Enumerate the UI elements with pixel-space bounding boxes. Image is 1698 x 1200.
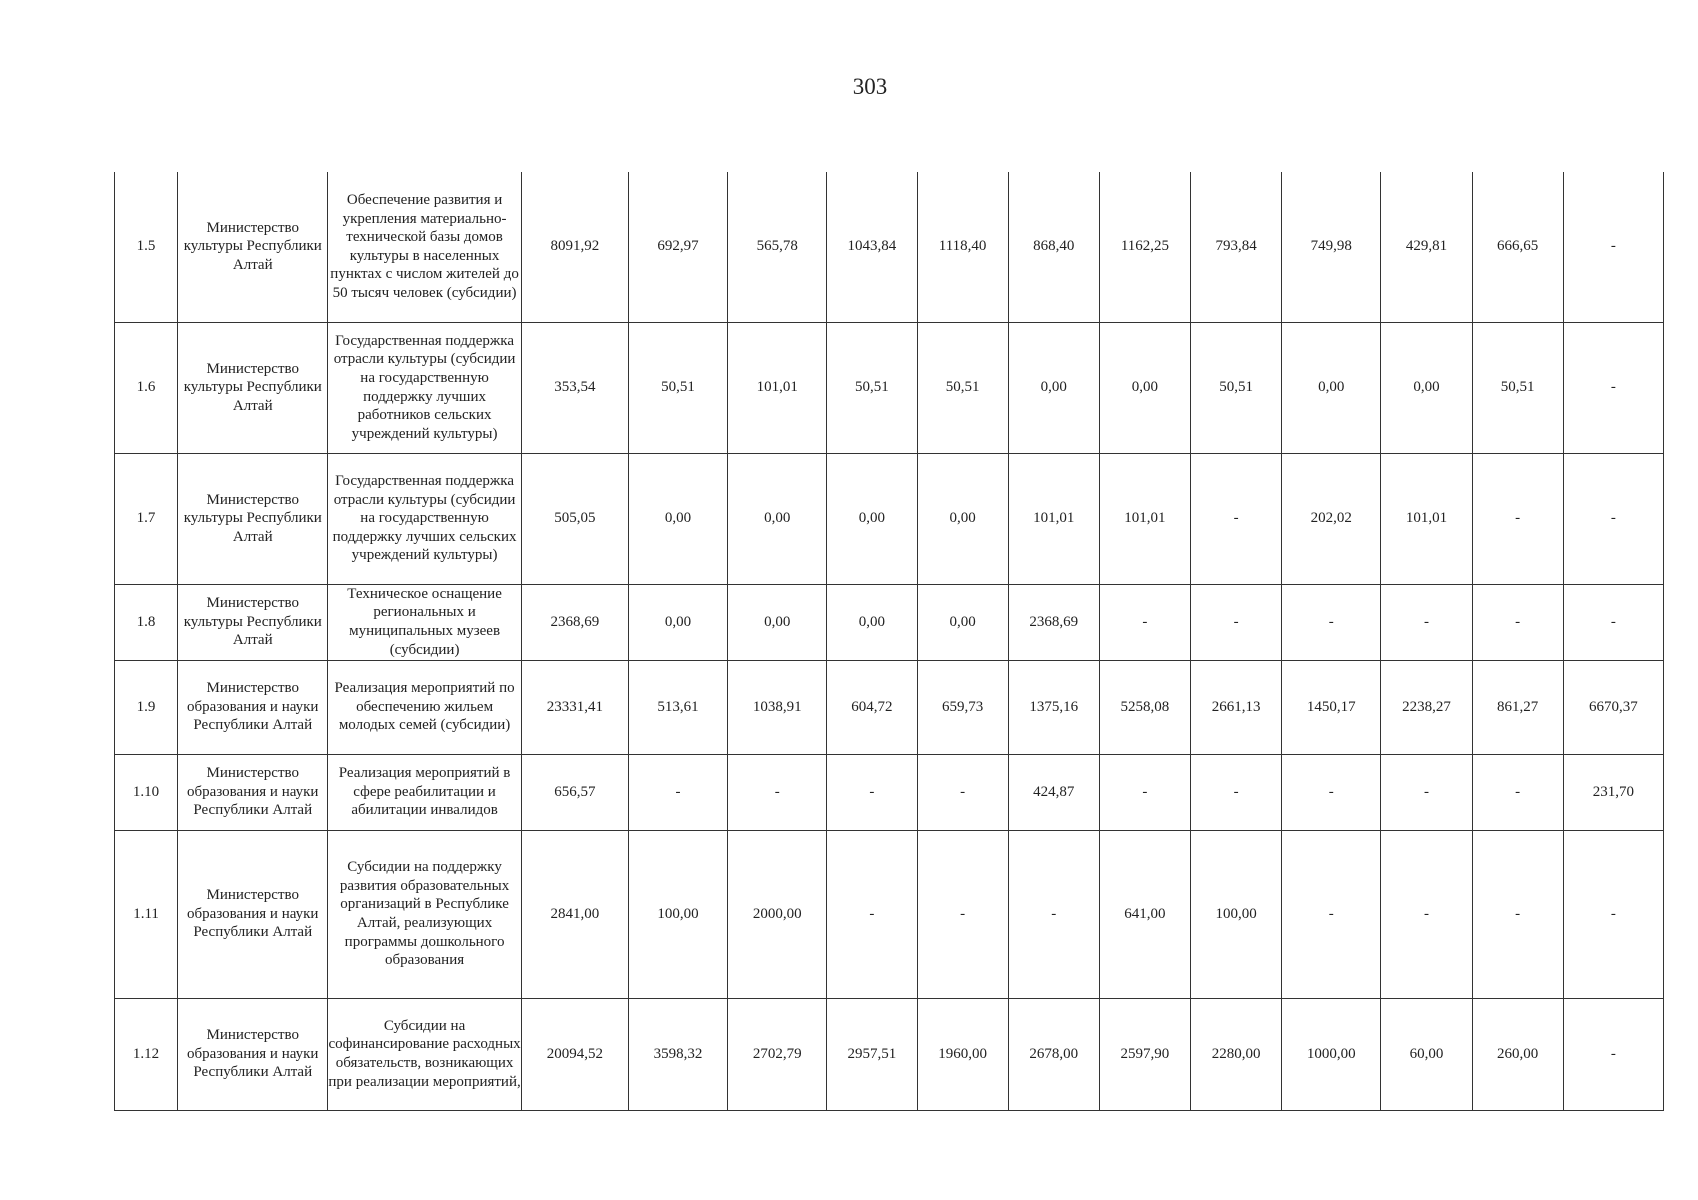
- row-number-cell: 1.8: [115, 584, 178, 660]
- table-body: [115, 172, 1664, 1110]
- amount-cell: -: [827, 830, 917, 998]
- row-number-cell: 1.7: [115, 453, 178, 584]
- amount-cell: 260,00: [1472, 998, 1563, 1110]
- amount-cell: 2368,69: [1008, 584, 1099, 660]
- table-row: [115, 584, 1664, 660]
- total-value-cell: 23331,41: [521, 660, 628, 754]
- amount-cell: -: [1191, 754, 1282, 830]
- row-number-cell: 1.9: [115, 660, 178, 754]
- amount-cell: 424,87: [1008, 754, 1099, 830]
- amount-cell: -: [628, 754, 727, 830]
- amount-cell: -: [1381, 584, 1472, 660]
- table-row: [115, 830, 1664, 998]
- amount-cell: 0,00: [628, 584, 727, 660]
- amount-cell: 50,51: [917, 322, 1008, 453]
- table-row: [115, 998, 1664, 1110]
- amount-cell: 101,01: [1008, 453, 1099, 584]
- amount-cell: -: [827, 754, 917, 830]
- amount-cell: 1375,16: [1008, 660, 1099, 754]
- description-cell: Техническое оснащение региональных и муниципальных музеев (субсидии): [328, 584, 521, 660]
- total-value-cell: 2368,69: [521, 584, 628, 660]
- page-number: 303: [852, 74, 888, 99]
- amount-cell: 1960,00: [917, 998, 1008, 1110]
- total-value-cell: 2841,00: [521, 830, 628, 998]
- description-cell: Обеспечение развития и укрепления материально-технической базы домов культуры в населенных пунктах с числом жителей до 50 тысяч человек (субсидии): [328, 172, 521, 322]
- amount-cell: 868,40: [1008, 172, 1099, 322]
- total-value-cell: 656,57: [521, 754, 628, 830]
- organization-cell: Министерство образования и науки Республики Алтай: [178, 830, 328, 998]
- organization-cell: Министерство культуры Республики Алтай: [178, 172, 328, 322]
- amount-cell: 0,00: [917, 584, 1008, 660]
- amount-cell: 2000,00: [728, 830, 827, 998]
- amount-cell: -: [1472, 453, 1563, 584]
- amount-cell: -: [1563, 830, 1663, 998]
- amount-cell: 659,73: [917, 660, 1008, 754]
- amount-cell: 2678,00: [1008, 998, 1099, 1110]
- amount-cell: 101,01: [728, 322, 827, 453]
- amount-cell: 0,00: [1282, 322, 1381, 453]
- amount-cell: 2280,00: [1191, 998, 1282, 1110]
- amount-cell: 50,51: [628, 322, 727, 453]
- amount-cell: 1162,25: [1099, 172, 1190, 322]
- description-cell: Субсидии на софинансирование расходных обязательств, возникающих при реализации мероприятий,: [328, 998, 521, 1110]
- amount-cell: 749,98: [1282, 172, 1381, 322]
- description-cell: Государственная поддержка отрасли культуры (субсидии на государственную поддержку лучших сельских учреждений культуры): [328, 453, 521, 584]
- amount-cell: 0,00: [827, 453, 917, 584]
- amount-cell: 0,00: [917, 453, 1008, 584]
- amount-cell: 2702,79: [728, 998, 827, 1110]
- amount-cell: 0,00: [827, 584, 917, 660]
- table-row: [115, 660, 1664, 754]
- amount-cell: 100,00: [628, 830, 727, 998]
- organization-cell: Министерство культуры Республики Алтай: [178, 453, 328, 584]
- amount-cell: 513,61: [628, 660, 727, 754]
- amount-cell: 0,00: [1099, 322, 1190, 453]
- budget-table: [114, 172, 1664, 1111]
- amount-cell: -: [1282, 584, 1381, 660]
- amount-cell: -: [1191, 584, 1282, 660]
- amount-cell: 861,27: [1472, 660, 1563, 754]
- amount-cell: -: [1472, 584, 1563, 660]
- organization-cell: Министерство образования и науки Республики Алтай: [178, 660, 328, 754]
- amount-cell: -: [1191, 453, 1282, 584]
- amount-cell: 0,00: [728, 453, 827, 584]
- organization-cell: Министерство культуры Республики Алтай: [178, 322, 328, 453]
- row-number-cell: 1.11: [115, 830, 178, 998]
- row-number-cell: 1.12: [115, 998, 178, 1110]
- description-cell: Реализация мероприятий в сфере реабилитации и абилитации инвалидов: [328, 754, 521, 830]
- amount-cell: 50,51: [1472, 322, 1563, 453]
- amount-cell: 50,51: [827, 322, 917, 453]
- amount-cell: -: [728, 754, 827, 830]
- amount-cell: 1118,40: [917, 172, 1008, 322]
- amount-cell: 6670,37: [1563, 660, 1663, 754]
- amount-cell: -: [1008, 830, 1099, 998]
- amount-cell: 429,81: [1381, 172, 1472, 322]
- amount-cell: 565,78: [728, 172, 827, 322]
- amount-cell: -: [1099, 584, 1190, 660]
- amount-cell: -: [1472, 754, 1563, 830]
- amount-cell: -: [1282, 830, 1381, 998]
- amount-cell: -: [1563, 322, 1663, 453]
- row-number-cell: 1.5: [115, 172, 178, 322]
- amount-cell: 1450,17: [1282, 660, 1381, 754]
- amount-cell: 1043,84: [827, 172, 917, 322]
- amount-cell: 50,51: [1191, 322, 1282, 453]
- amount-cell: 231,70: [1563, 754, 1663, 830]
- table-row: [115, 322, 1664, 453]
- amount-cell: 0,00: [728, 584, 827, 660]
- row-number-cell: 1.10: [115, 754, 178, 830]
- amount-cell: 2597,90: [1099, 998, 1190, 1110]
- amount-cell: 101,01: [1099, 453, 1190, 584]
- table-row: [115, 754, 1664, 830]
- description-cell: Государственная поддержка отрасли культуры (субсидии на государственную поддержку лучших работников сельских учреждений культуры): [328, 322, 521, 453]
- amount-cell: 0,00: [1008, 322, 1099, 453]
- amount-cell: 1038,91: [728, 660, 827, 754]
- amount-cell: -: [1563, 172, 1663, 322]
- amount-cell: -: [1563, 584, 1663, 660]
- amount-cell: 3598,32: [628, 998, 727, 1110]
- amount-cell: -: [1472, 830, 1563, 998]
- description-cell: Субсидии на поддержку развития образовательных организаций в Республике Алтай, реализующих программы дошкольного образования: [328, 830, 521, 998]
- amount-cell: -: [1282, 754, 1381, 830]
- amount-cell: 604,72: [827, 660, 917, 754]
- amount-cell: 641,00: [1099, 830, 1190, 998]
- row-number-cell: 1.6: [115, 322, 178, 453]
- amount-cell: 202,02: [1282, 453, 1381, 584]
- amount-cell: 0,00: [628, 453, 727, 584]
- amount-cell: 101,01: [1381, 453, 1472, 584]
- total-value-cell: 353,54: [521, 322, 628, 453]
- amount-cell: 666,65: [1472, 172, 1563, 322]
- amount-cell: -: [1381, 830, 1472, 998]
- amount-cell: -: [917, 754, 1008, 830]
- amount-cell: 2238,27: [1381, 660, 1472, 754]
- amount-cell: 100,00: [1191, 830, 1282, 998]
- organization-cell: Министерство культуры Республики Алтай: [178, 584, 328, 660]
- amount-cell: -: [1563, 453, 1663, 584]
- amount-cell: 0,00: [1381, 322, 1472, 453]
- amount-cell: 692,97: [628, 172, 727, 322]
- organization-cell: Министерство образования и науки Республики Алтай: [178, 754, 328, 830]
- description-cell: Реализация мероприятий по обеспечению жильем молодых семей (субсидии): [328, 660, 521, 754]
- amount-cell: 793,84: [1191, 172, 1282, 322]
- amount-cell: 2957,51: [827, 998, 917, 1110]
- amount-cell: -: [1099, 754, 1190, 830]
- table-row: [115, 172, 1664, 322]
- amount-cell: 5258,08: [1099, 660, 1190, 754]
- amount-cell: -: [1563, 998, 1663, 1110]
- table-row: [115, 453, 1664, 584]
- amount-cell: 60,00: [1381, 998, 1472, 1110]
- amount-cell: 2661,13: [1191, 660, 1282, 754]
- organization-cell: Министерство образования и науки Республики Алтай: [178, 998, 328, 1110]
- total-value-cell: 505,05: [521, 453, 628, 584]
- amount-cell: -: [917, 830, 1008, 998]
- amount-cell: -: [1381, 754, 1472, 830]
- total-value-cell: 20094,52: [521, 998, 628, 1110]
- total-value-cell: 8091,92: [521, 172, 628, 322]
- amount-cell: 1000,00: [1282, 998, 1381, 1110]
